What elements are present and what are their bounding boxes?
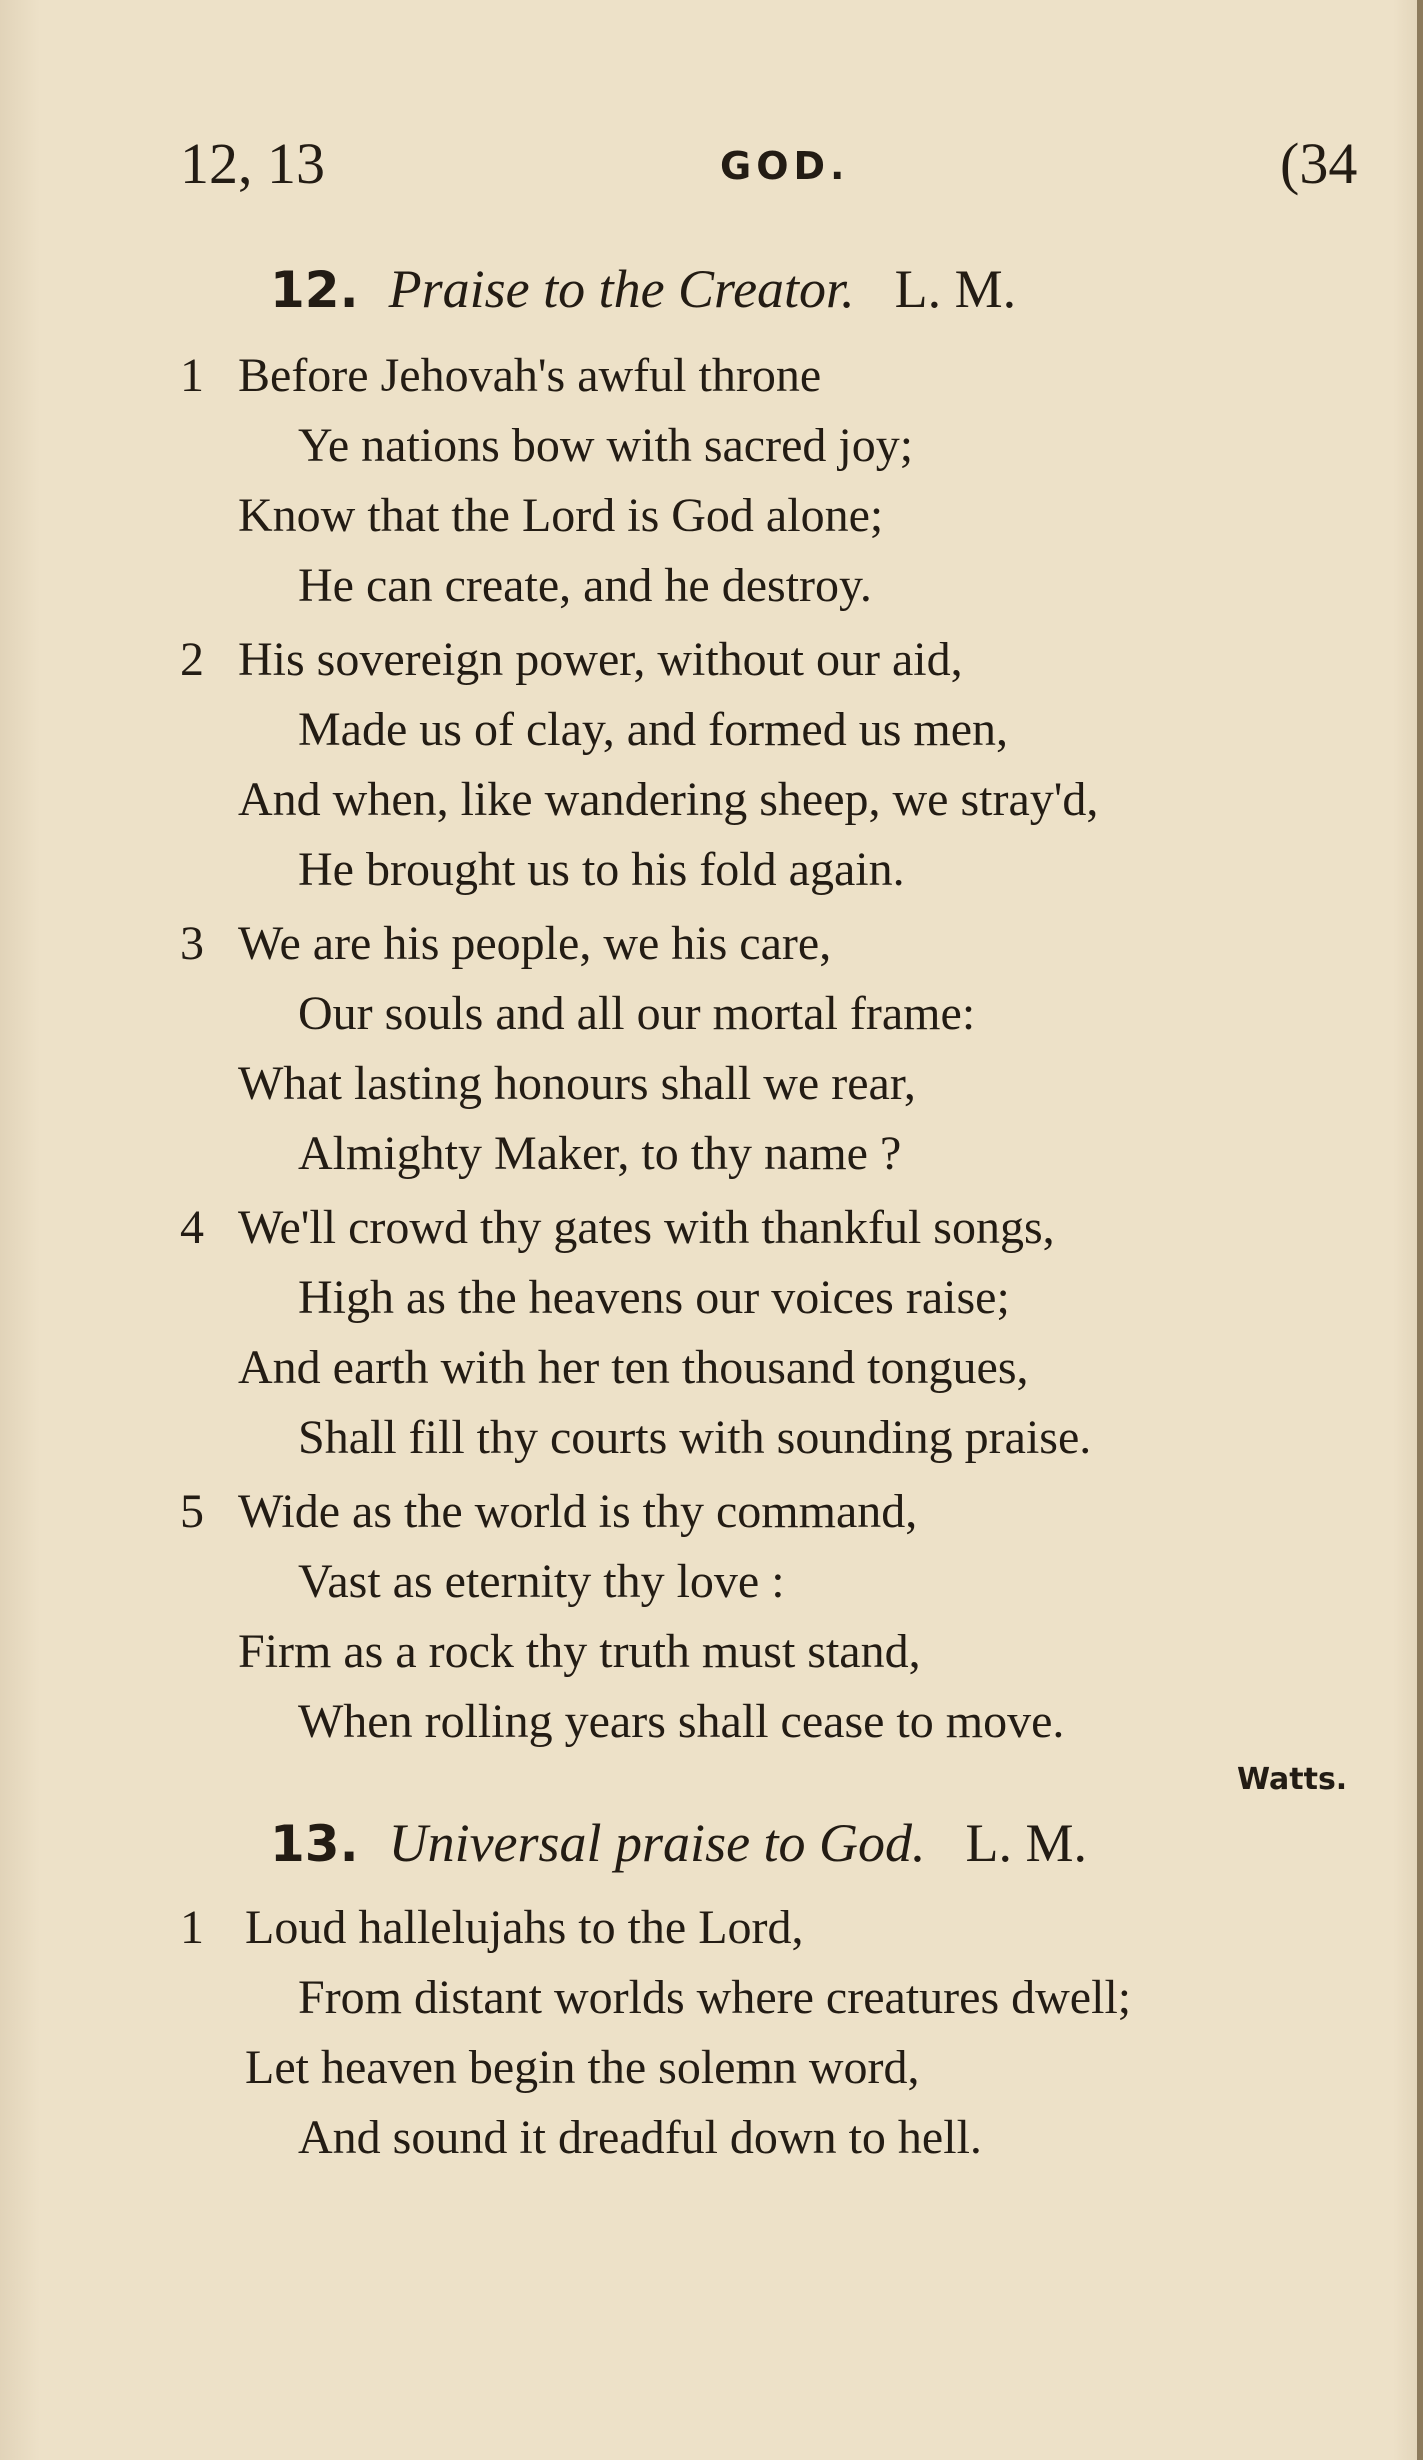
verse-line: He brought us to his fold again. [298, 843, 905, 896]
verse-line: Shall fill thy courts with sounding praise. [298, 1411, 1092, 1464]
verse-line: Firm as a rock thy truth must stand, [238, 1625, 921, 1678]
hymn-meter: L. M. [894, 259, 1017, 319]
verse-line: Almighty Maker, to thy name ? [298, 1127, 902, 1180]
verse-line: His sovereign power, without our aid, [238, 633, 963, 686]
verse-line: We'll crowd thy gates with thankful songs, [238, 1201, 1055, 1254]
verse-line: He can create, and he destroy. [298, 559, 872, 612]
hymn-number: 13. [270, 1815, 359, 1873]
verse-line: Wide as the world is thy command, [238, 1485, 918, 1538]
verse-line: And earth with her ten thousand tongues, [238, 1341, 1029, 1394]
hymn-subject: Praise to the Creator. [388, 259, 855, 319]
hymn-number: 12. [270, 261, 359, 319]
verse-line: Let heaven begin the solemn word, [245, 2041, 920, 2094]
verse-number: 5 [180, 1485, 204, 1538]
verse-line: When rolling years shall cease to move. [298, 1695, 1065, 1748]
verse-line: Loud hallelujahs to the Lord, [245, 1901, 804, 1954]
verse-line: Our souls and all our mortal frame: [298, 987, 976, 1040]
verse-line: And sound it dreadful down to hell. [298, 2111, 982, 2164]
verse-line: Vast as eternity thy love : [298, 1555, 785, 1608]
running-header [180, 130, 1360, 200]
verse-line: What lasting honours shall we rear, [238, 1057, 916, 1110]
hymn-title-13 [270, 1812, 1087, 1874]
page-edge [1417, 0, 1423, 2460]
verse-line: Know that the Lord is God alone; [238, 489, 884, 542]
hymn-title-12 [270, 258, 1016, 320]
verse-line: Made us of clay, and formed us men, [298, 703, 1009, 756]
verse-number: 4 [180, 1201, 204, 1254]
verse-number: 1 [180, 1901, 204, 1954]
verse-number: 3 [180, 917, 204, 970]
verse-line: Ye nations bow with sacred joy; [298, 419, 914, 472]
verse-line: We are his people, we his care, [238, 917, 832, 970]
hymn-subject: Universal praise to God. [388, 1813, 926, 1873]
hymn-meter: L. M. [965, 1813, 1088, 1873]
section-title: GOD. [720, 144, 850, 188]
verse-number: 2 [180, 633, 204, 686]
verse-number: 1 [180, 349, 204, 402]
page-number: (34 [1280, 131, 1358, 196]
verse-line: And when, like wandering sheep, we stray'd, [238, 773, 1099, 826]
hymn-range: 12, 13 [180, 131, 325, 196]
verse-line: High as the heavens our voices raise; [298, 1271, 1010, 1324]
verse-line: From distant worlds where creatures dwell; [298, 1971, 1132, 2024]
verse-line: Before Jehovah's awful throne [238, 349, 822, 402]
hymn-author: Watts. [1237, 1762, 1348, 1797]
